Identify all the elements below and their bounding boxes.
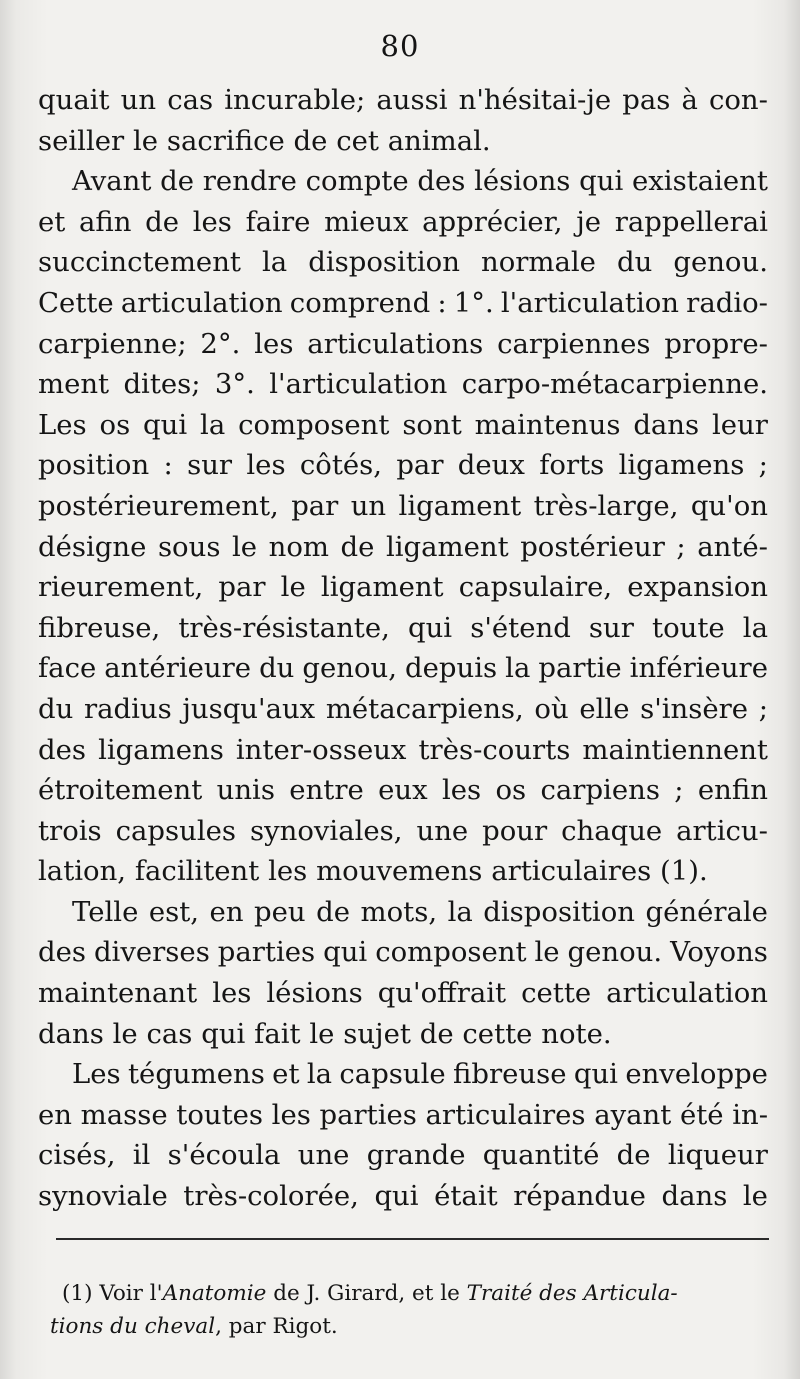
word: ayant (594, 1098, 672, 1131)
footnote-italic: Traité des Articula- (466, 1281, 678, 1306)
page-number: 80 (380, 29, 420, 63)
word: le (534, 936, 560, 969)
word: le (280, 571, 306, 604)
word: sur (588, 611, 634, 644)
word: note. (541, 1017, 612, 1050)
word: ligamens (618, 449, 745, 482)
word: qui (573, 1058, 618, 1091)
word: dites; (123, 368, 201, 401)
word: mots, (360, 895, 438, 928)
word: succinctement (38, 246, 241, 279)
word: seiller (38, 124, 125, 157)
word: trois (38, 814, 102, 847)
word: ; (674, 774, 684, 807)
word: je (576, 205, 602, 238)
word: côtés, (299, 449, 383, 482)
word: le (231, 530, 258, 563)
word: radio- (686, 286, 768, 319)
word: ; (676, 530, 686, 563)
word: ligament (320, 571, 444, 604)
word: les (246, 449, 286, 482)
word: des (38, 936, 86, 969)
word: cas (146, 1017, 193, 1050)
word: genou, (302, 652, 398, 685)
word: un (120, 84, 157, 116)
word: capsules (115, 814, 237, 847)
word: articulation (606, 977, 768, 1010)
word: chaque (561, 814, 663, 847)
footnote-italic: Anatomie (162, 1281, 267, 1306)
word: cette (521, 977, 592, 1010)
word: anté- (697, 530, 768, 563)
word: Cette (38, 286, 114, 319)
word: rappellerai (614, 205, 768, 238)
word: os (99, 408, 131, 441)
word: ligamens (98, 733, 224, 766)
word: la (200, 408, 226, 441)
word: sujet (343, 1017, 411, 1050)
word: existaient (631, 165, 768, 198)
word: compte (305, 165, 409, 198)
text-line (38, 770, 768, 811)
word: les (192, 205, 232, 238)
word: : (437, 286, 447, 319)
word: qui (579, 165, 624, 198)
word: par (396, 449, 444, 482)
word: du (616, 246, 653, 279)
text-line (38, 1176, 768, 1217)
word: articulation (120, 286, 283, 319)
word: très-résistante, (178, 611, 390, 644)
word: in- (732, 1098, 768, 1131)
footnote-line (50, 1310, 770, 1343)
word: con- (708, 84, 768, 116)
text-line (38, 242, 768, 283)
word: du (38, 692, 74, 725)
word: facilitent (134, 855, 260, 888)
footnote-italic: tions du cheval (50, 1314, 216, 1339)
word: de (419, 1017, 454, 1050)
word: partie (538, 652, 622, 685)
word: était (434, 1180, 498, 1213)
text-line (38, 648, 768, 689)
word: radius (83, 692, 172, 725)
word: ligament (385, 530, 509, 563)
word: du (259, 652, 295, 685)
text-line (38, 202, 768, 243)
word: n'hésitai-je (458, 84, 612, 116)
word: forts (539, 449, 605, 482)
word: jusqu'aux (182, 692, 316, 725)
word: cas (167, 84, 214, 116)
word: les (441, 774, 482, 807)
word: les (271, 1098, 311, 1131)
word: diverses (93, 936, 210, 969)
word: s'étend (470, 611, 571, 644)
word: de (316, 895, 351, 928)
word: parties (319, 1098, 417, 1131)
text-line (38, 364, 768, 405)
word: générale (645, 895, 768, 928)
word: grande (366, 1139, 466, 1172)
word: fibreuse, (38, 611, 161, 644)
word: (1). (660, 855, 708, 888)
word: afin (79, 205, 132, 238)
word: la (262, 246, 288, 279)
word: 1°. (453, 286, 494, 319)
word: la (505, 652, 531, 685)
word: unis (216, 774, 275, 807)
footnote-text: Voir l' (99, 1281, 163, 1306)
word: articu- (676, 814, 768, 847)
word: de (340, 530, 375, 563)
word: sous (157, 530, 221, 563)
text-line (38, 405, 768, 446)
word: depuis (405, 652, 498, 685)
word: dans (661, 1180, 728, 1213)
word: un (350, 489, 387, 522)
word: la (447, 895, 473, 928)
word: apprécier, (422, 205, 563, 238)
word: de (160, 165, 195, 198)
word: les (254, 327, 294, 360)
word: de (293, 124, 328, 157)
word: ligament (398, 489, 522, 522)
word: quantité (482, 1139, 600, 1172)
word: le (133, 124, 159, 157)
footnote-rule (56, 1238, 769, 1240)
word: désigne (38, 530, 147, 563)
text-line (38, 689, 768, 730)
word: sur (187, 449, 233, 482)
word: de (616, 1139, 651, 1172)
footnote (50, 1277, 770, 1343)
word: très-colorée, (183, 1180, 359, 1213)
word: en (209, 895, 244, 928)
footnote-text: de J. Girard, et le (273, 1281, 460, 1306)
footnote-line (50, 1277, 770, 1310)
word: Telle (72, 895, 139, 928)
text-line (38, 527, 768, 568)
word: qui (143, 408, 188, 441)
word: le (309, 1017, 335, 1050)
body-text (38, 80, 768, 1217)
word: par (291, 489, 339, 522)
word: de (145, 205, 180, 238)
word: s'insère (640, 692, 749, 725)
word: capsule (339, 1058, 446, 1091)
word: une (416, 814, 469, 847)
text-line (38, 1014, 768, 1055)
word: qui (201, 1017, 246, 1050)
word: carpienne; (38, 327, 187, 360)
word: lésions (474, 165, 571, 198)
word: des (38, 733, 86, 766)
word: 2°. (200, 327, 241, 360)
word: propre- (664, 327, 768, 360)
word: dans (38, 1017, 104, 1050)
text-line (38, 121, 768, 162)
word: position (38, 449, 150, 482)
text-line (38, 283, 768, 324)
word: 3°. (214, 368, 255, 401)
word: eux (378, 774, 428, 807)
word: cet (336, 124, 379, 157)
footnote-text: , par Rigot. (215, 1314, 338, 1339)
word: fibreuse (453, 1058, 567, 1091)
word: en (38, 1098, 72, 1131)
word: : (163, 449, 173, 482)
word: inter-osseux (235, 733, 407, 766)
word: été (679, 1098, 724, 1131)
word: synoviale (38, 1180, 168, 1213)
word: composent (238, 408, 390, 441)
text-line (38, 932, 768, 973)
text-line (38, 1135, 768, 1176)
word: carpo-métacarpienne. (461, 368, 768, 401)
word: pas (622, 84, 671, 116)
text-line (38, 161, 768, 202)
word: articulaires (425, 1098, 586, 1131)
word: enfin (697, 774, 768, 807)
word: Les (38, 408, 87, 441)
text-line (38, 445, 768, 486)
text-line (38, 80, 768, 121)
word: fait (254, 1017, 301, 1050)
word: le (742, 1180, 768, 1213)
word: cette (462, 1017, 533, 1050)
word: mouvemens (316, 855, 483, 888)
word: enveloppe (625, 1058, 768, 1091)
word: les (268, 855, 308, 888)
text-line (38, 973, 768, 1014)
word: os (495, 774, 527, 807)
word: étroitement (38, 774, 203, 807)
text-line (38, 892, 768, 933)
word: deux (457, 449, 525, 482)
word: le (112, 1017, 138, 1050)
word: genou. (673, 246, 768, 279)
word: toutes (176, 1098, 264, 1131)
word: la (742, 611, 768, 644)
word: comprend (289, 286, 431, 319)
word: lation, (38, 855, 127, 888)
word: très-courts (418, 733, 571, 766)
word: mieux (324, 205, 409, 238)
word: disposition (308, 246, 460, 279)
text-line (38, 567, 768, 608)
text-line (38, 730, 768, 771)
word: postérieur (520, 530, 665, 563)
word: répandue (513, 1180, 646, 1213)
word: carpiennes (497, 327, 651, 360)
word: tégumens (128, 1058, 265, 1091)
word: quait (38, 84, 110, 116)
text-line (38, 324, 768, 365)
word: carpiens (540, 774, 660, 807)
word: dans (633, 408, 700, 441)
word: où (534, 692, 569, 725)
word: postérieurement, (38, 489, 279, 522)
word: nom (268, 530, 329, 563)
word: et (38, 205, 66, 238)
word: aussi (376, 84, 448, 116)
word: maintenant (38, 977, 198, 1010)
word: il (132, 1139, 151, 1172)
word: une (297, 1139, 350, 1172)
word: des (417, 165, 466, 198)
word: lésions (266, 977, 363, 1010)
word: leur (712, 408, 768, 441)
word: qui (323, 936, 368, 969)
word: Les (72, 1058, 121, 1091)
word: qu'offrait (377, 977, 507, 1010)
word: métacarpiens, (325, 692, 524, 725)
word: entre (289, 774, 364, 807)
text-line (38, 811, 768, 852)
word: ; (758, 449, 768, 482)
word: sont (402, 408, 462, 441)
word: liqueur (667, 1139, 768, 1172)
word: masse (80, 1098, 168, 1131)
word: articulaires (491, 855, 652, 888)
word: incurable; (224, 84, 366, 116)
word: l'articulation (269, 368, 448, 401)
word: et (272, 1058, 300, 1091)
footnote-marker: (1) (62, 1281, 93, 1306)
word: à (681, 84, 698, 116)
word: l'articulation (500, 286, 680, 319)
word: peu (254, 895, 306, 928)
word: articulations (307, 327, 484, 360)
text-line (38, 1095, 768, 1136)
word: inférieure (629, 652, 768, 685)
word: synoviales, (249, 814, 403, 847)
text-line (38, 486, 768, 527)
word: disposition (483, 895, 635, 928)
word: très-large, (533, 489, 679, 522)
word: parties (217, 936, 316, 969)
text-line (38, 851, 768, 892)
word: est, (148, 895, 200, 928)
word: pour (482, 814, 548, 847)
text-line (38, 1054, 768, 1095)
word: ; (758, 692, 768, 725)
word: faire (245, 205, 311, 238)
word: par (218, 571, 266, 604)
word: rieurement, (38, 571, 204, 604)
word: qui (407, 611, 453, 644)
word: composent (375, 936, 527, 969)
word: genou. (567, 936, 663, 969)
word: s'écoula (167, 1139, 281, 1172)
word: cisés, (38, 1139, 116, 1172)
word: antérieure (104, 652, 252, 685)
word: les (212, 977, 252, 1010)
word: ment (38, 368, 110, 401)
word: maintiennent (582, 733, 768, 766)
word: normale (480, 246, 596, 279)
text-line (38, 608, 768, 649)
word: Voyons (670, 936, 768, 969)
word: sacrifice (166, 124, 285, 157)
word: expansion (627, 571, 768, 604)
word: elle (579, 692, 630, 725)
word: face (38, 652, 97, 685)
word: la (306, 1058, 333, 1091)
word: toute (652, 611, 725, 644)
word: qu'on (690, 489, 768, 522)
word: capsulaire, (458, 571, 613, 604)
word: qui (374, 1180, 419, 1213)
word: maintenus (474, 408, 621, 441)
word: rendre (202, 165, 297, 198)
word: Avant (72, 165, 152, 198)
word: animal. (387, 124, 491, 157)
